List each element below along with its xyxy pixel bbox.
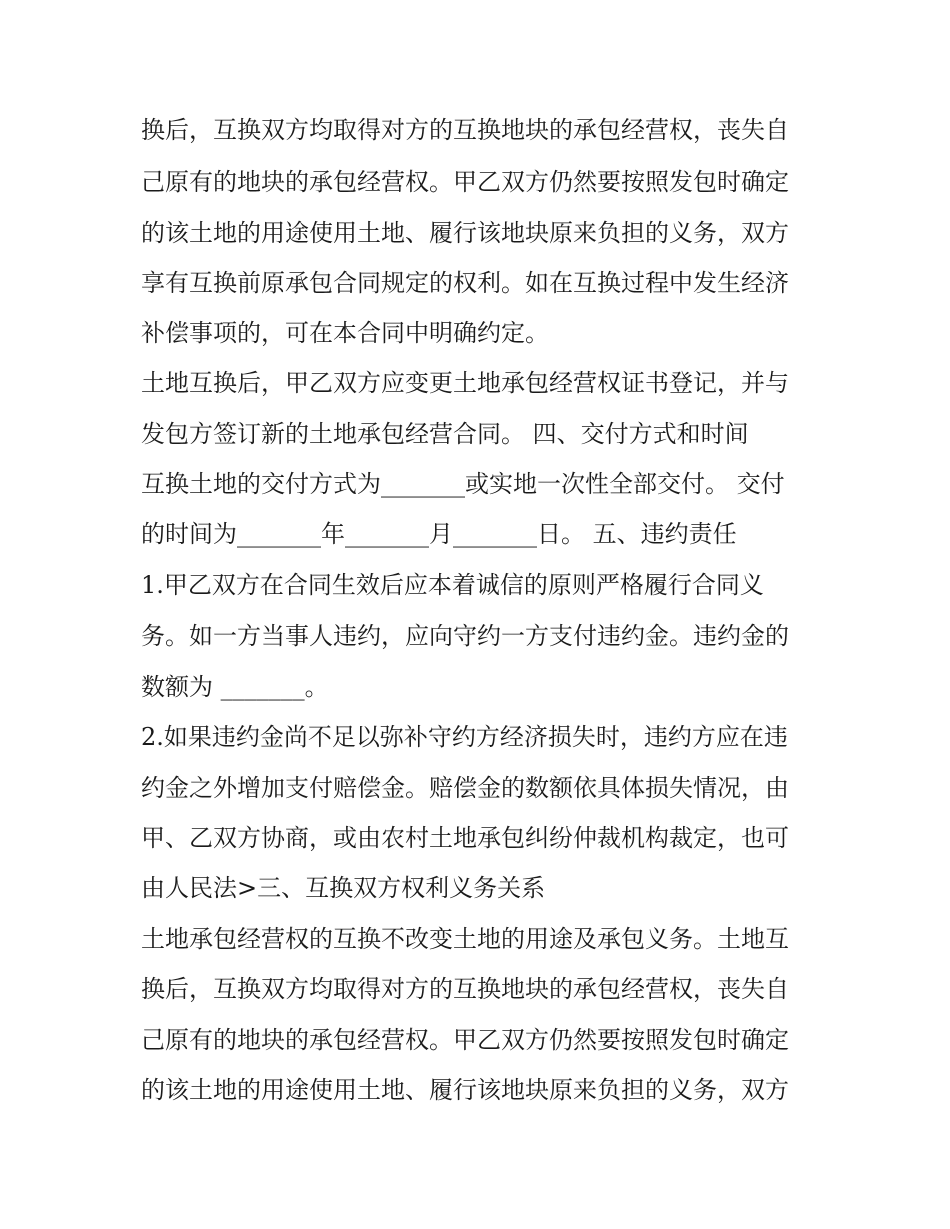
text-line: 1.甲乙双方在合同生效后应本着诚信的原则严格履行合同义 xyxy=(141,571,764,599)
text-line: 补偿事项的，可在本合同中明确约定。 xyxy=(141,319,549,347)
text-line: 2.如果违约金尚不足以弥补守约方经济损失时，违约方应在违 xyxy=(141,723,788,751)
text-line: 互换土地的交付方式为_______或实地一次性全部交付。 交付 xyxy=(141,470,785,498)
text-line: 享有互换前原承包合同规定的权利。如在互换过程中发生经济 xyxy=(141,269,789,297)
text-line: 的该土地的用途使用土地、履行该地块原来负担的义务，双方 xyxy=(141,219,789,247)
text-line: 土地承包经营权的互换不改变土地的用途及承包义务。土地互 xyxy=(141,925,789,953)
text-line: 土地互换后，甲乙双方应变更土地承包经营权证书登记，并与 xyxy=(141,369,789,397)
text-line: 发包方签订新的土地承包经营合同。 四、交付方式和时间 xyxy=(141,420,749,448)
text-line: 己原有的地块的承包经营权。甲乙双方仍然要按照发包时确定 xyxy=(141,168,789,196)
text-line: 务。如一方当事人违约，应向守约一方支付违约金。违约金的 xyxy=(141,622,789,650)
text-line: 数额为 _______。 xyxy=(141,673,329,701)
text-line: 由人民法>三、互换双方权利义务关系 xyxy=(141,874,546,902)
text-line: 甲、乙双方协商，或由农村土地承包纠纷仲裁机构裁定，也可 xyxy=(141,824,789,852)
text-line: 换后，互换双方均取得对方的互换地块的承包经营权，丧失自 xyxy=(141,975,789,1003)
text-line: 己原有的地块的承包经营权。甲乙双方仍然要按照发包时确定 xyxy=(141,1026,789,1054)
text-line: 的该土地的用途使用土地、履行该地块原来负担的义务，双方 xyxy=(141,1076,789,1104)
text-line: 约金之外增加支付赔偿金。赔偿金的数额依具体损失情况，由 xyxy=(141,774,789,802)
text-line: 换后，互换双方均取得对方的互换地块的承包经营权，丧失自 xyxy=(141,116,789,144)
text-line: 的时间为_______年_______月_______日。 五、违约责任 xyxy=(141,520,737,548)
